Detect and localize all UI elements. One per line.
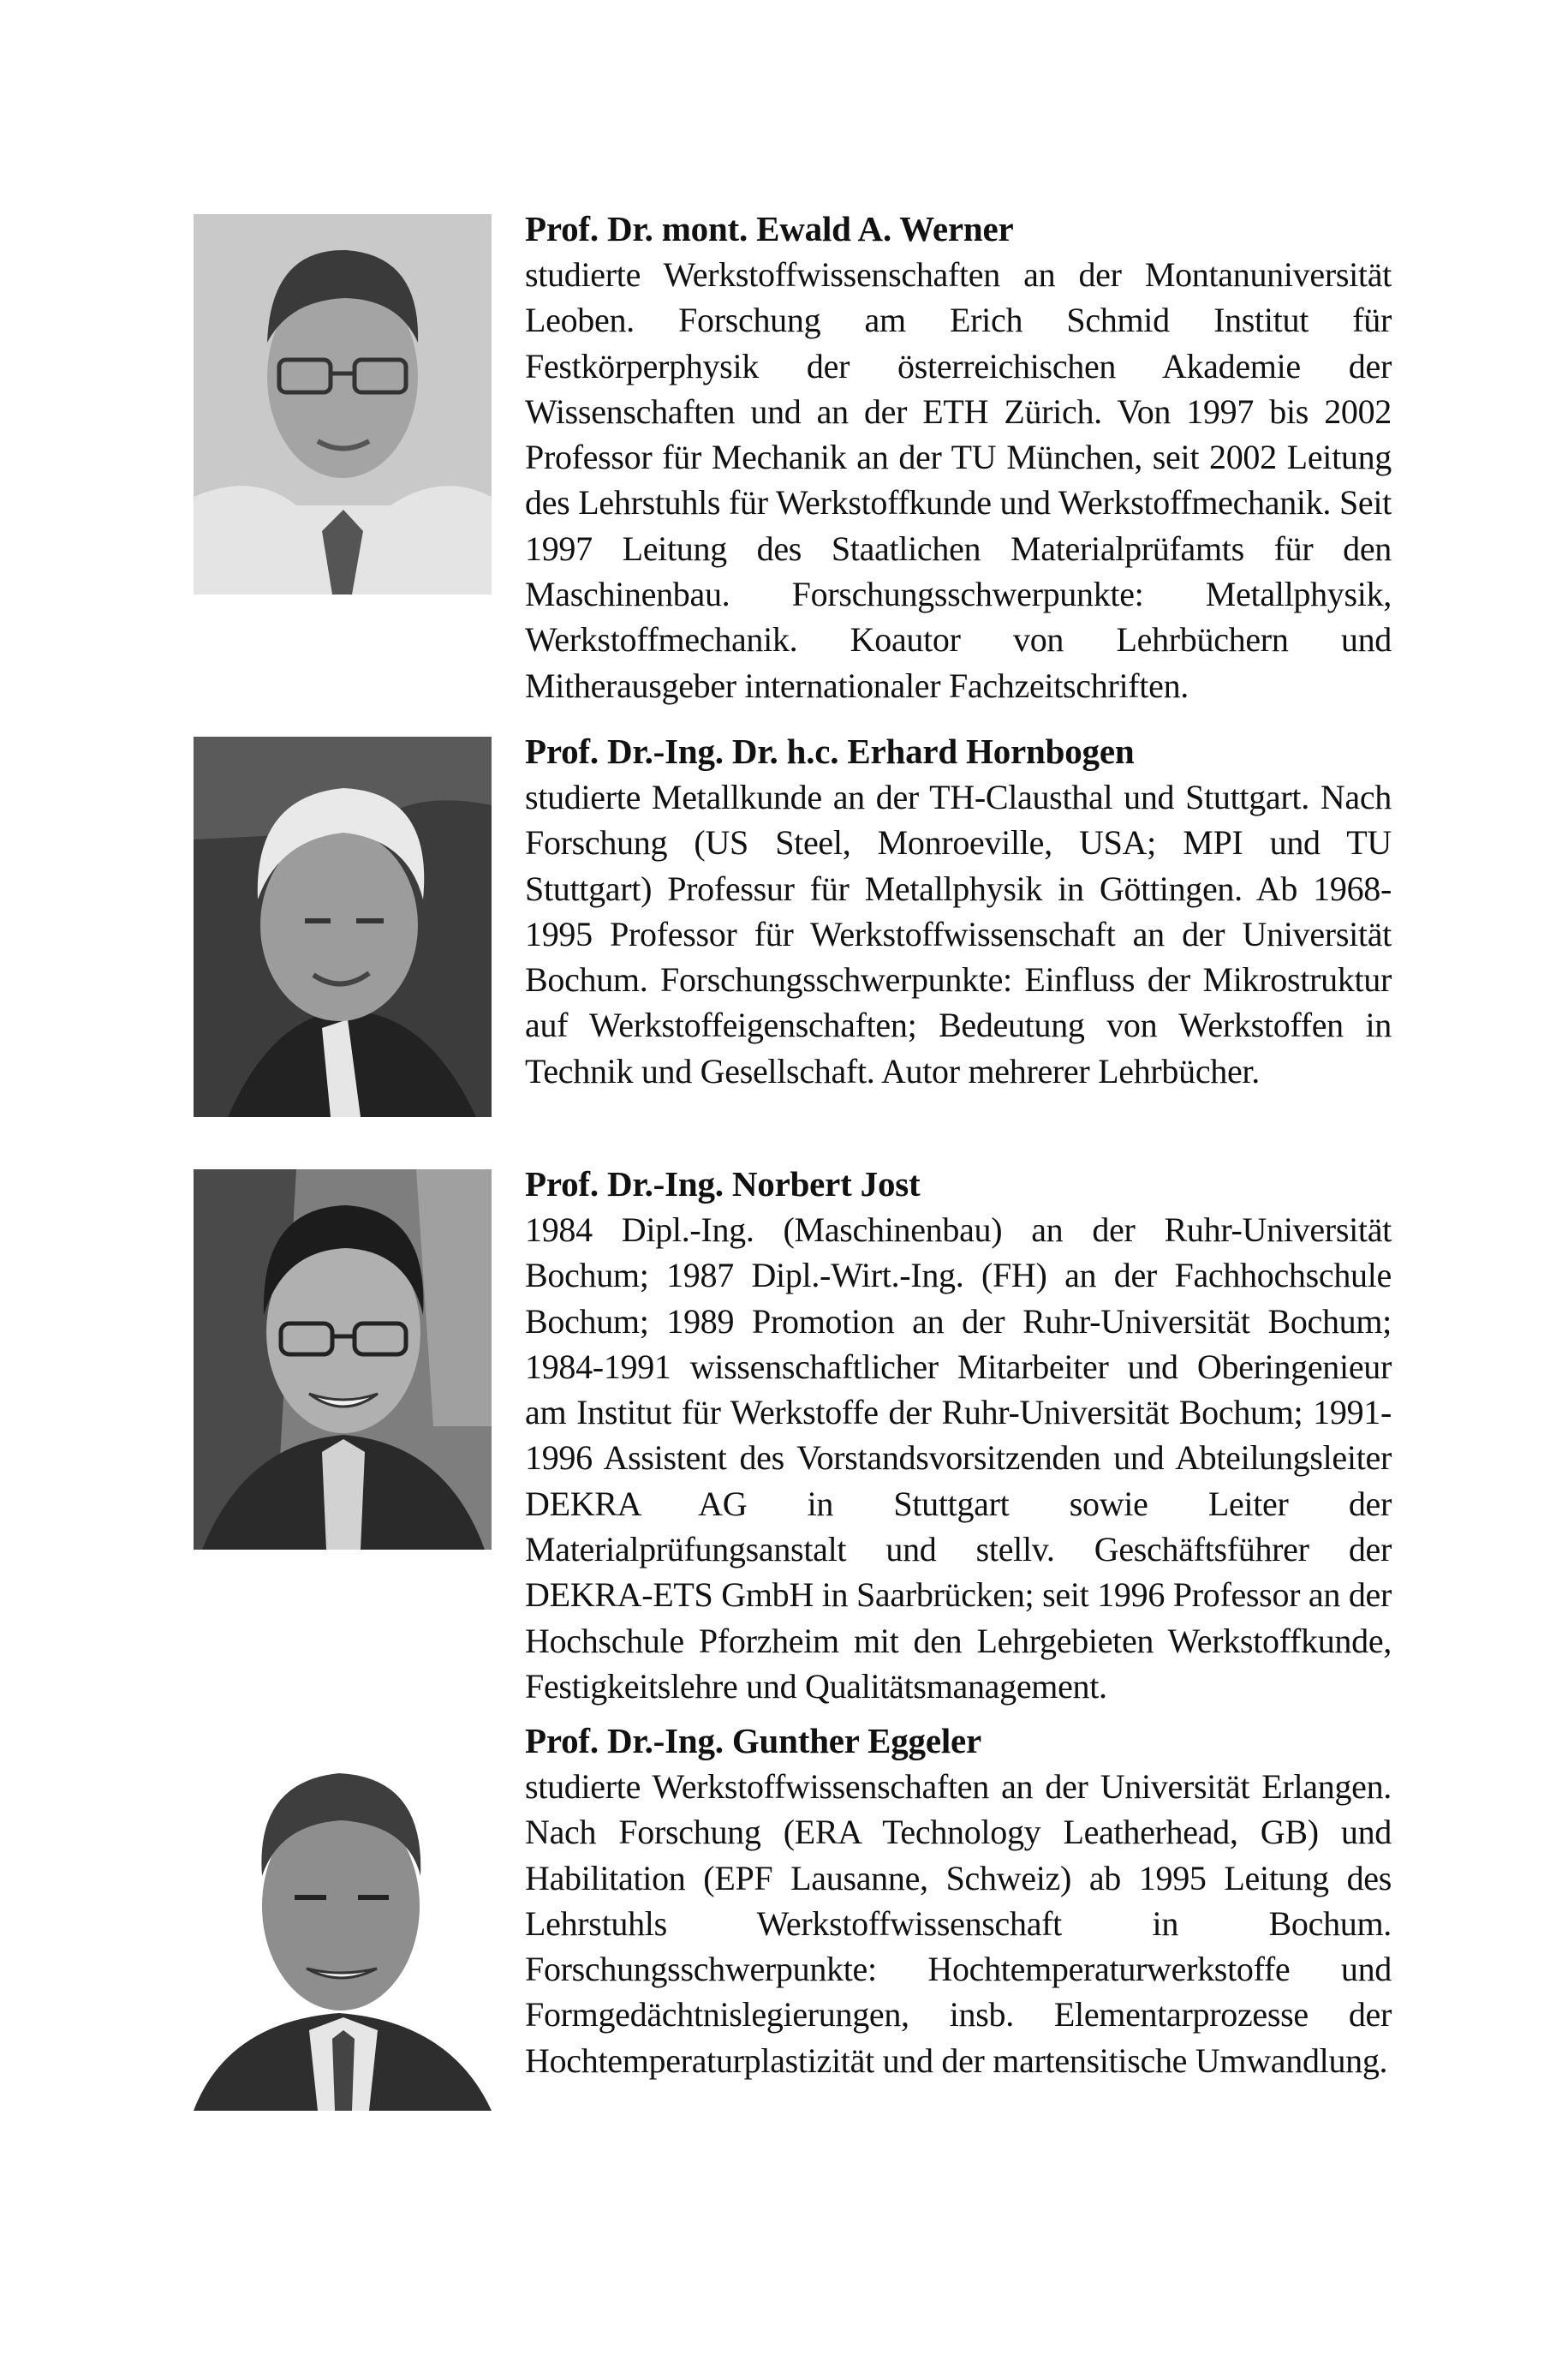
portrait-photo-jost (194, 1169, 492, 1550)
person-name: Prof. Dr. mont. Ewald A. Werner (525, 209, 1014, 248)
person-name: Prof. Dr.-Ing. Dr. h.c. Erhard Hornbogen (525, 732, 1135, 771)
person-name: Prof. Dr.-Ing. Norbert Jost (525, 1164, 921, 1204)
person-bio: 1984 Dipl.-Ing. (Maschinenbau) an der Ruhr-Universität Bochum; 1987 Dipl.-Wirt.-Ing. (FH) an der Fachhochschule Bochum; 1989 Promotion an der Ruhr-Universität Bochum; 1984-1991 wissenschaftlicher Mitarbeiter und Oberingenieur am Institut für Werkstoffe der Ruhr-Universität Bochum; 1991-1996 Assistent des Vorstandsvorsitzenden und Abteilungsleiter DEKRA AG in Stuttgart sowie Leiter der Materialprüfungsanstalt und stellv. Geschäftsführer der DEKRA-ETS GmbH in Saarbrücken; seit 1996 Professor an der Hochschule Pforzheim mit den Lehrgebieten Werkstoffkunde, Festigkeitslehre und Qualitätsmanagement. (525, 1210, 1392, 1706)
portrait-icon (194, 1169, 492, 1550)
bio-block-werner (525, 206, 1392, 708)
portrait-icon (194, 214, 492, 594)
person-bio: studierte Metallkunde an der TH-Clausthal und Stuttgart. Nach Forschung (US Steel, Monroeville, USA; MPI und TU Stuttgart) Professur für Metallphysik in Göttingen. Ab 1968-1995 Professor für Werkstoffwissenschaft an der Universität Bochum. Forschungsschwerpunkte: Einfluss der Mikrostruktur auf Werkstoffeigenschaften; Bedeutung von Werkstoffen in Technik und Gesellschaft. Autor mehrerer Lehrbücher. (525, 778, 1392, 1090)
bio-block-eggeler (525, 1718, 1392, 2083)
portrait-photo-werner (194, 214, 492, 594)
portrait-icon (194, 1730, 492, 2111)
portrait-photo-eggeler (194, 1730, 492, 2111)
person-bio: studierte Werkstoffwissenschaften an der Universität Erlangen. Nach Forschung (ERA Technology Leatherhead, GB) und Habilitation (EPF Lausanne, Schweiz) ab 1995 Leitung des Lehrstuhls Werkstoffwissenschaft in Bochum. Forschungsschwerpunkte: Hochtemperaturwerkstoffe und Formgedächtnislegierungen, insb. Elementarprozesse der Hochtemperaturplastizität und der martensitische Umwandlung. (525, 1767, 1392, 2080)
bio-block-jost (525, 1161, 1392, 1709)
person-name: Prof. Dr.-Ing. Gunther Eggeler (525, 1721, 982, 1760)
portrait-photo-hornbogen (194, 737, 492, 1117)
portrait-icon (194, 737, 492, 1117)
person-bio: studierte Werkstoffwissenschaften an der Montanuniversität Leoben. Forschung am Erich Schmid Institut für Festkörperphysik der österreichischen Akademie der Wissenschaften und an der ETH Zürich. Von 1997 bis 2002 Professor für Mechanik an der TU München, seit 2002 Leitung des Lehrstuhls für Werkstoffkunde und Werkstoffmechanik. Seit 1997 Leitung des Staatlichen Materialprüfamts für den Maschinenbau. Forschungsschwerpunkte: Metallphysik, Werkstoffmechanik. Koautor von Lehrbüchern und Mitherausgeber internationaler Fachzeitschriften. (525, 255, 1392, 705)
bio-block-hornbogen (525, 728, 1392, 1094)
